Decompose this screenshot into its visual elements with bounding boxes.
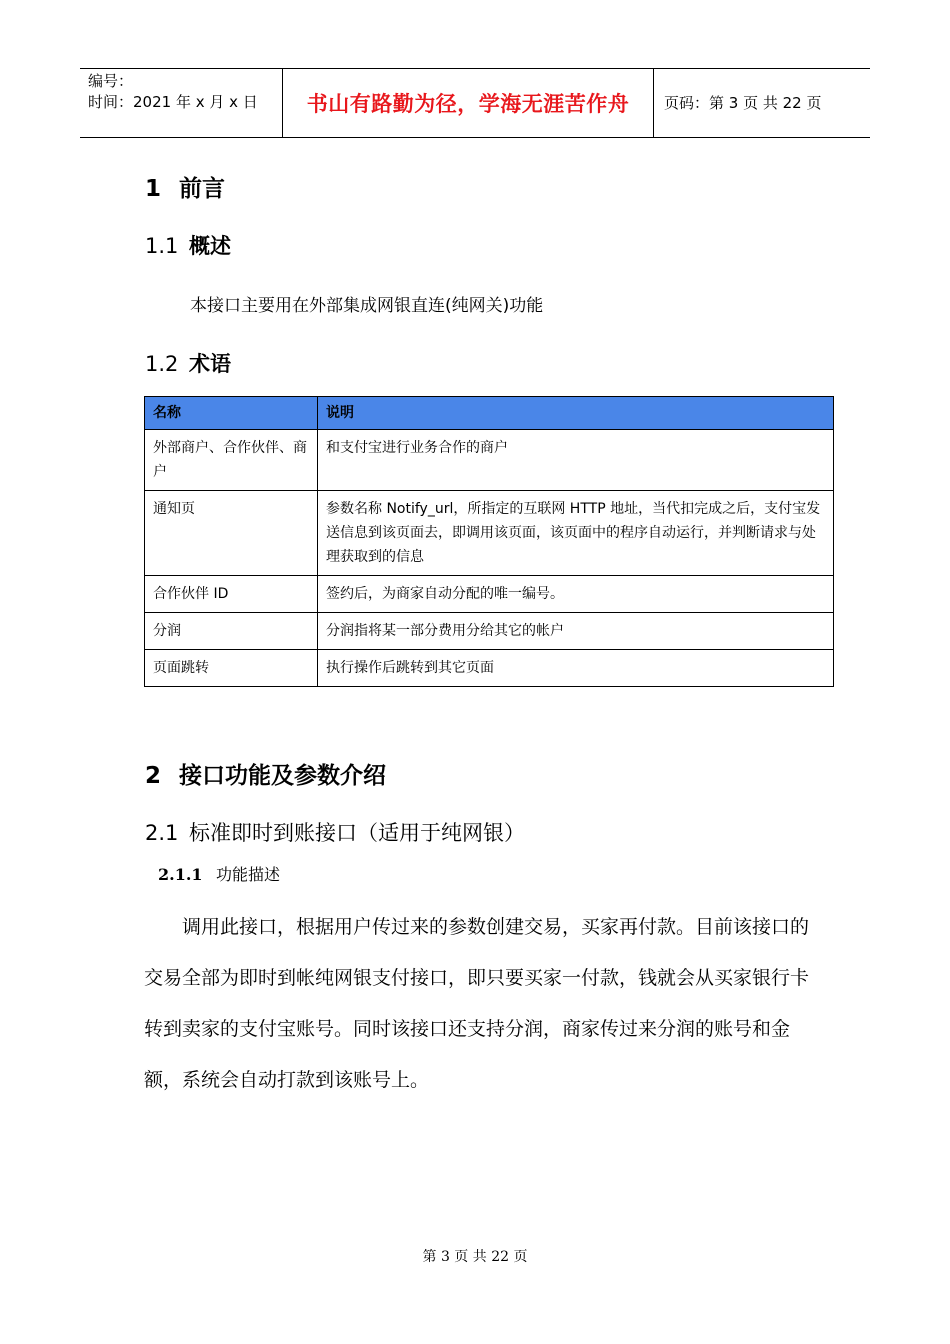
term-name: 分润 [145, 613, 318, 650]
term-desc: 参数名称 Notify_url，所指定的互联网 HTTP 地址，当代扣完成之后，支付宝发送信息到该页面去，即调用该页面，该页面中的程序自动运行，并判断请求与处理获取到的信息 [318, 491, 834, 576]
doc-number-label: 编号： [88, 72, 134, 90]
heading-1-number: 1 [145, 176, 162, 202]
page-footer: 第 3 页 共 22 页 [422, 1249, 528, 1265]
heading-2-1-1 [158, 862, 280, 885]
term-desc: 和支付宝进行业务合作的商户 [318, 430, 834, 491]
page-header [80, 68, 870, 138]
heading-1-2-title: 术语 [189, 352, 231, 376]
header-meta [88, 71, 258, 113]
function-description: 调用此接口，根据用户传过来的参数创建交易，买家再付款。目前该接口的交易全部为即时到帐纯网银支付接口，即只要买家一付款，钱就会从买家银行卡转到卖家的支付宝账号。同时该接口还支持分润，商家传过来分润的账号和金额，系统会自动打款到该账号上。 [144, 916, 810, 1091]
table-row [145, 650, 834, 687]
heading-2 [145, 757, 386, 790]
heading-2-1-1-number: 2.1.1 [158, 865, 203, 884]
column-header-desc: 说明 [318, 397, 834, 430]
overview-text: 本接口主要用在外部集成网银直连(纯网关)功能 [190, 296, 544, 316]
doc-time-label: 时间：2021 年 x 月 x 日 [88, 93, 258, 111]
term-desc: 执行操作后跳转到其它页面 [318, 650, 834, 687]
heading-2-1 [145, 817, 525, 847]
heading-1-1-number: 1.1 [145, 234, 179, 258]
heading-2-title: 接口功能及参数介绍 [179, 763, 386, 789]
heading-1-2 [145, 348, 231, 378]
header-page-info: 页码：第 3 页 共 22 页 [664, 94, 822, 112]
term-name: 外部商户、合作伙伴、商户 [145, 430, 318, 491]
column-header-name: 名称 [145, 397, 318, 430]
heading-2-1-1-title: 功能描述 [216, 865, 281, 884]
heading-2-1-title: 标准即时到账接口（适用于纯网银） [189, 821, 525, 845]
heading-1-1 [145, 230, 231, 260]
term-name: 通知页 [145, 491, 318, 576]
heading-1-1-title: 概述 [189, 234, 231, 258]
heading-1 [145, 170, 225, 203]
table-row [145, 576, 834, 613]
heading-1-2-number: 1.2 [145, 352, 179, 376]
table-header-row [145, 397, 834, 430]
table-row [145, 430, 834, 491]
term-desc: 签约后，为商家自动分配的唯一编号。 [318, 576, 834, 613]
terms-table [144, 396, 834, 687]
header-motto: 书山有路勤为径，学海无涯苦作舟 [282, 69, 654, 137]
term-name: 页面跳转 [145, 650, 318, 687]
table-row [145, 491, 834, 576]
heading-2-number: 2 [145, 763, 162, 789]
term-name: 合作伙伴 ID [145, 576, 318, 613]
table-row [145, 613, 834, 650]
term-desc: 分润指将某一部分费用分给其它的帐户 [318, 613, 834, 650]
heading-2-1-number: 2.1 [145, 821, 179, 845]
heading-1-title: 前言 [179, 176, 225, 202]
